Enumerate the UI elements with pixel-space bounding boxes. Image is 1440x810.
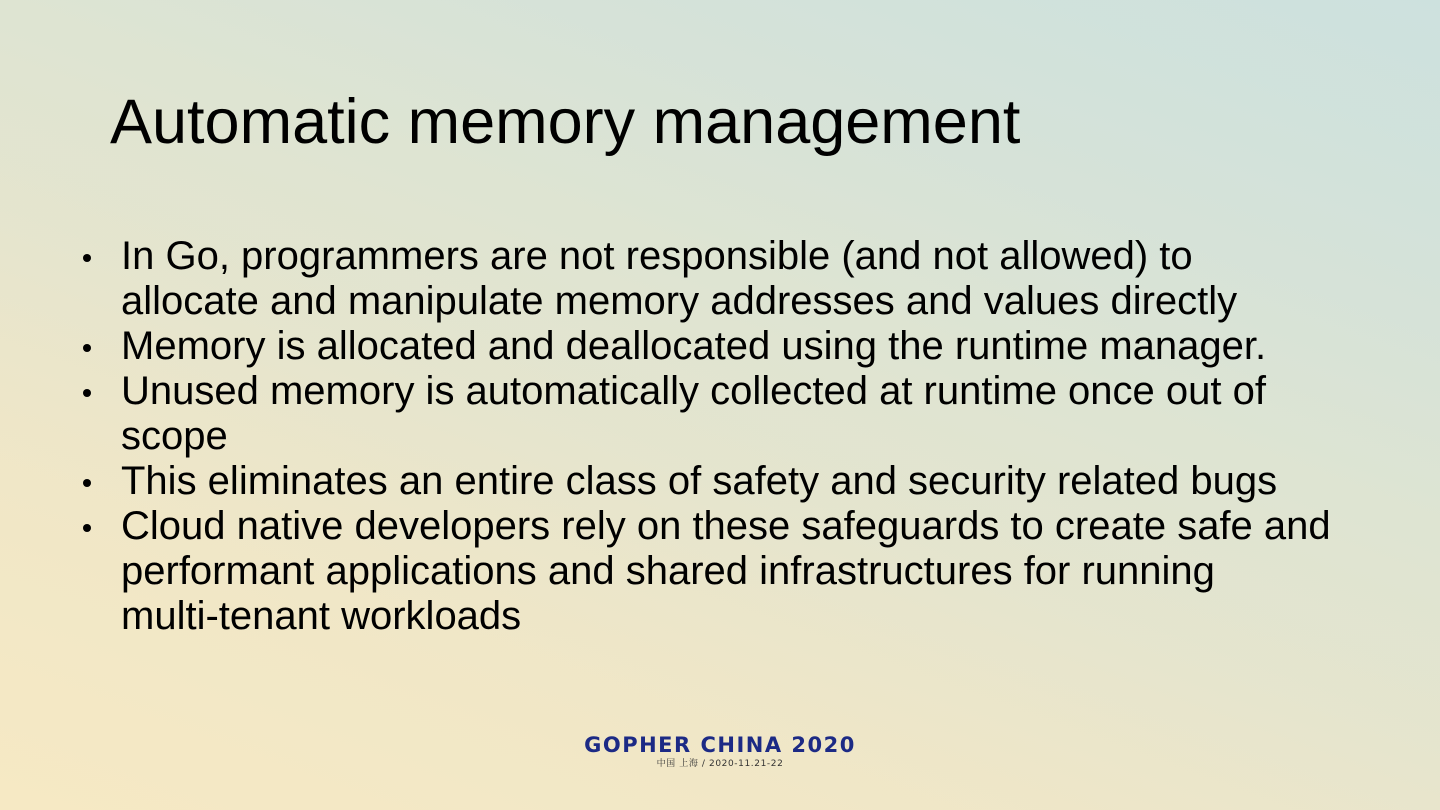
- bullet-dot-icon: [83, 344, 91, 352]
- bullet-line: Memory is allocated and deallocated using the runtime manager.: [121, 324, 1267, 368]
- bullet-line: In Go, programmers are not responsible (and not allowed) to: [121, 234, 1193, 278]
- bullet-line: Cloud native developers rely on these safeguards to create safe and: [121, 504, 1331, 548]
- gopher-china-logo: GOPHER CHINA 2020: [584, 733, 856, 757]
- bullet-line: performant applications and shared infrastructures for running: [121, 549, 1215, 593]
- bullet-list: [78, 234, 1408, 639]
- bullet-line: allocate and manipulate memory addresses and values directly: [121, 279, 1238, 323]
- bullet-dot-icon: [83, 479, 91, 487]
- event-location-date: 中国 上海 / 2020-11.21-22: [656, 759, 784, 769]
- bullet-dot-icon: [83, 254, 91, 262]
- bullet-line: Unused memory is automatically collected at runtime once out of: [121, 369, 1266, 413]
- bullet-line: multi-tenant workloads: [121, 594, 522, 638]
- bullet-item: [78, 234, 1408, 324]
- bullet-line: This eliminates an entire class of safety and security related bugs: [121, 459, 1278, 503]
- bullet-dot-icon: [83, 524, 91, 532]
- bullet-item: [78, 459, 1408, 504]
- slide-title: Automatic memory management: [110, 87, 1021, 157]
- bullet-item: [78, 324, 1408, 369]
- bullet-item: [78, 369, 1408, 459]
- bullet-dot-icon: [83, 389, 91, 397]
- footer-logo-block: [520, 732, 920, 770]
- bullet-line: scope: [121, 414, 228, 458]
- bullet-item: [78, 504, 1408, 639]
